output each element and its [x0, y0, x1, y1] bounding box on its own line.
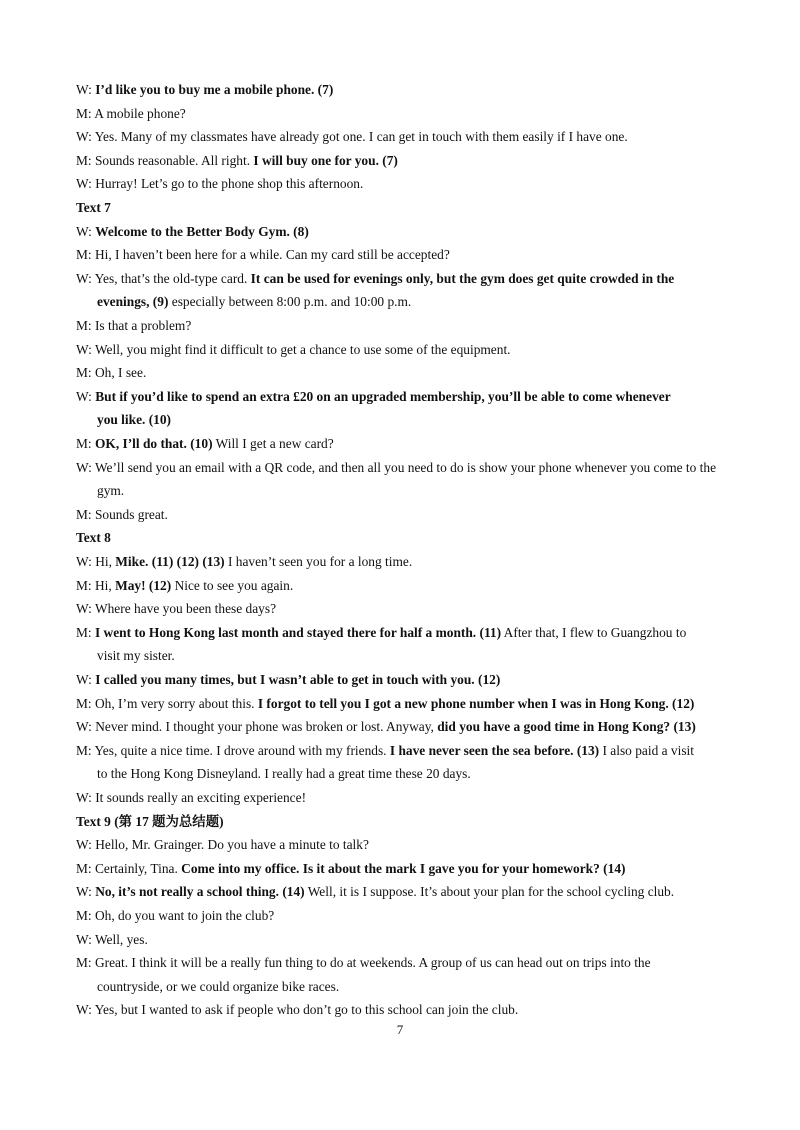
- dialog-line: [76, 715, 726, 739]
- dialog-line-continuation: [97, 408, 747, 432]
- line-text: M: Oh, do you want to join the club?: [76, 908, 275, 923]
- dialog-line: [76, 574, 726, 598]
- dialog-line: [76, 220, 726, 244]
- line-text: After that, I flew to Guangzhou to: [501, 624, 687, 640]
- dialog-line-continuation: [97, 479, 747, 503]
- dialog-line: [76, 621, 726, 645]
- line-text: gym.: [97, 483, 125, 499]
- line-text: W:: [76, 672, 96, 687]
- bold-answer-text: I have never seen the sea before. (13): [389, 742, 600, 758]
- bold-answer-text: Mike. (11) (12) (13): [115, 554, 225, 569]
- line-text: W: Hello, Mr. Grainger. Do you have a minute to talk?: [76, 837, 369, 853]
- bold-answer-text: May! (12): [115, 577, 172, 593]
- line-text: M: Hi, I haven’t been here for a while. Can my card still be accepted?: [76, 247, 450, 263]
- bold-answer-text: I went to Hong Kong last month and stayed there for half a month. (11): [94, 624, 502, 640]
- dialog-line: [76, 172, 726, 196]
- line-text: M: Oh, I see.: [76, 365, 147, 381]
- bold-answer-text: you like. (10): [97, 412, 172, 428]
- line-text: W: Yes, but I wanted to ask if people who don’t go to this school can join the club.: [76, 1002, 519, 1018]
- bold-answer-text: But if you’d like to spend an extra £20 on an upgraded membership, you’ll be able to come whenever: [95, 388, 671, 404]
- dialog-line: [76, 503, 726, 527]
- line-text: W:: [76, 223, 96, 239]
- bold-answer-text: did you have a good time in Hong Kong? (13): [437, 719, 696, 735]
- line-text: Well, it is I suppose. It’s about your plan for the school cycling club.: [304, 884, 675, 900]
- line-text: especially between 8:00 p.m. and 10:00 p.m.: [168, 294, 412, 310]
- dialog-line: [76, 833, 726, 857]
- dialog-line-continuation: [97, 975, 747, 999]
- dialog-line: [76, 998, 726, 1022]
- bold-answer-text: Come into my office. Is it about the mark I gave you for your homework? (14): [181, 860, 626, 876]
- bold-answer-text: I’d like you to buy me a mobile phone. (7): [95, 82, 334, 97]
- line-text: visit my sister.: [97, 648, 175, 664]
- dialog-line: [76, 125, 726, 149]
- line-text: Nice to see you again.: [171, 577, 294, 593]
- line-text: W: Never mind. I thought your phone was broken or lost. Anyway,: [76, 719, 438, 735]
- line-text: W: Yes, that’s the old-type card.: [76, 270, 251, 286]
- dialog-line: [76, 692, 726, 716]
- dialog-line: [76, 361, 726, 385]
- dialog-line: [76, 338, 726, 362]
- line-text: M:: [76, 436, 95, 451]
- bold-answer-text: I will buy one for you. (7): [253, 152, 398, 168]
- line-text: M: Is that a problem?: [76, 318, 192, 333]
- dialog-line: [76, 149, 726, 173]
- dialog-line: [76, 951, 726, 975]
- section-heading: [76, 196, 726, 220]
- line-text: W:: [76, 388, 96, 404]
- section-heading: [76, 526, 726, 550]
- page-number: 7: [396, 1022, 404, 1037]
- dialog-line: [76, 904, 726, 928]
- dialog-line: [76, 385, 726, 409]
- line-text: W: Well, you might find it difficult to get a chance to use some of the equipment.: [76, 341, 511, 357]
- dialog-line: [76, 78, 726, 102]
- bold-answer-text: Text 9 (第 17 题为总结题): [76, 813, 224, 829]
- line-text: M: Oh, I’m very sorry about this.: [76, 695, 258, 711]
- bold-answer-text: Welcome to the Better Body Gym. (8): [95, 223, 309, 239]
- dialog-line-continuation: [97, 762, 747, 786]
- bold-answer-text: evenings, (9): [97, 294, 169, 310]
- dialog-line-continuation: [97, 290, 747, 314]
- bold-answer-text: No, it’s not really a school thing. (14): [95, 884, 305, 900]
- bold-answer-text: Text 7: [76, 200, 111, 215]
- line-text: W: Hi,: [76, 554, 116, 569]
- dialog-line: [76, 267, 726, 291]
- line-text: M: A mobile phone?: [76, 105, 186, 121]
- dialog-line: [76, 314, 726, 338]
- bold-answer-text: I forgot to tell you I got a new phone number when I was in Hong Kong. (12): [257, 695, 695, 711]
- line-text: W: Hurray! Let’s go to the phone shop this afternoon.: [76, 176, 364, 192]
- dialog-line: [76, 786, 726, 810]
- dialog-line: [76, 102, 726, 126]
- line-text: W:: [76, 884, 96, 900]
- section-heading: [76, 810, 726, 834]
- bold-answer-text: OK, I’ll do that. (10): [94, 436, 213, 451]
- line-text: W: Well, yes.: [76, 931, 148, 947]
- dialog-line: [76, 432, 726, 456]
- line-text: M: Great. I think it will be a really fun thing to do at weekends. A group of us can head out on trips into the: [76, 955, 651, 971]
- line-text: I haven’t seen you for a long time.: [224, 554, 413, 569]
- line-text: M: Hi,: [76, 577, 116, 593]
- line-text: W: Where have you been these days?: [76, 601, 277, 617]
- line-text: Will I get a new card?: [212, 436, 334, 451]
- dialog-line: [76, 597, 726, 621]
- dialog-line: [76, 456, 726, 480]
- dialog-line: [76, 550, 726, 574]
- dialog-line: [76, 668, 726, 692]
- dialog-line: [76, 928, 726, 952]
- line-text: countryside, or we could organize bike races.: [97, 978, 340, 994]
- line-text: M:: [76, 624, 95, 640]
- line-text: W: It sounds really an exciting experience!: [76, 790, 307, 805]
- line-text: M: Sounds great.: [76, 506, 168, 522]
- line-text: M: Yes, quite a nice time. I drove around with my friends.: [76, 742, 390, 758]
- line-text: W:: [76, 82, 96, 97]
- line-text: M: Sounds reasonable. All right.: [76, 152, 254, 168]
- line-text: W: We’ll send you an email with a QR code, and then all you need to do is show your phone whenever you come to the: [76, 459, 717, 475]
- dialog-line: [76, 243, 726, 267]
- bold-answer-text: I called you many times, but I wasn’t able to get in touch with you. (12): [95, 672, 501, 687]
- dialog-line: [76, 739, 726, 763]
- dialog-line: [76, 857, 726, 881]
- line-text: W: Yes. Many of my classmates have already got one. I can get in touch with them easily if I have one.: [76, 129, 628, 145]
- line-text: I also paid a visit: [599, 742, 694, 758]
- line-text: to the Hong Kong Disneyland. I really had a great time these 20 days.: [97, 766, 471, 782]
- bold-answer-text: Text 8: [76, 530, 111, 546]
- line-text: M: Certainly, Tina.: [76, 860, 182, 876]
- dialog-line: [76, 880, 726, 904]
- dialog-line-continuation: [97, 644, 747, 668]
- bold-answer-text: It can be used for evenings only, but the gym does get quite crowded in the: [250, 270, 675, 286]
